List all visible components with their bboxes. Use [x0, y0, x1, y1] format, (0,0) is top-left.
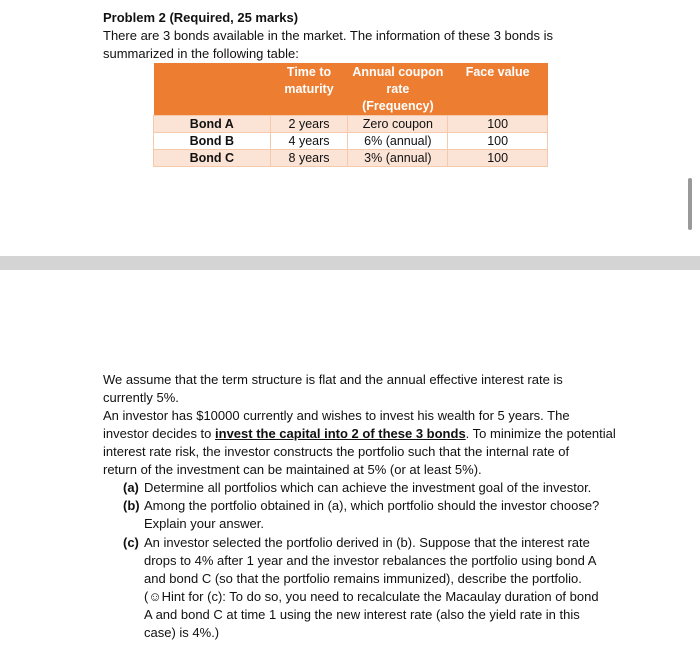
question-label: (b) [123, 498, 140, 513]
question-label: (c) [123, 535, 139, 550]
table-row [154, 116, 548, 133]
header-cell: Annual coupon rate (Frequency) [348, 63, 448, 116]
bond-name: Bond A [154, 116, 271, 133]
maturity: 2 years [270, 116, 348, 133]
emphasis: invest the capital into 2 of these 3 bonds [215, 426, 466, 441]
question-text: A and bond C at time 1 using the new interest rate (also the yield rate in this [144, 607, 580, 622]
table-row [154, 133, 548, 150]
maturity: 8 years [270, 150, 348, 167]
header-cell: Face value [448, 63, 548, 116]
bond-table [153, 63, 548, 167]
coupon: 6% (annual) [348, 133, 448, 150]
coupon: Zero coupon [348, 116, 448, 133]
question-text: An investor selected the portfolio derived in (b). Suppose that the interest rate [144, 535, 590, 550]
text: . To minimize the potential [465, 426, 616, 441]
question-text: drops to 4% after 1 year and the investor rebalances the portfolio using bond A [144, 553, 597, 568]
problem-title: Problem 2 (Required, 25 marks) [103, 10, 299, 25]
question-label: (a) [123, 480, 139, 495]
maturity: 4 years [270, 133, 348, 150]
question-text: Explain your answer. [144, 516, 264, 531]
intro-line: summarized in the following table: [103, 46, 299, 61]
scrollbar[interactable] [688, 178, 692, 230]
text: investor decides to [103, 426, 216, 441]
header-cell: Time to maturity [270, 63, 348, 116]
question-c [123, 534, 590, 552]
body-line: We assume that the term structure is flat and the annual effective interest rate is [103, 372, 563, 387]
body-line: return of the investment can be maintained at 5% (or at least 5%). [103, 462, 482, 477]
table-row [154, 150, 548, 167]
body-line [103, 425, 616, 443]
question-text: case) is 4%.) [144, 625, 220, 640]
bond-name: Bond B [154, 133, 271, 150]
question-text: (☺Hint for (c): To do so, you need to recalculate the Macaulay duration of bond [144, 589, 599, 604]
page-separator [0, 256, 700, 270]
face-value: 100 [448, 150, 548, 167]
question-b [123, 497, 599, 515]
coupon: 3% (annual) [348, 150, 448, 167]
question-text: and bond C (so that the portfolio remains immunized), describe the portfolio. [144, 571, 582, 586]
intro-line: There are 3 bonds available in the market. The information of these 3 bonds is [103, 28, 553, 43]
question-text: Among the portfolio obtained in (a), which portfolio should the investor choose? [144, 498, 600, 513]
header-cell [154, 63, 271, 116]
body-line: interest rate risk, the investor constructs the portfolio such that the internal rate of [103, 444, 570, 459]
question-a [123, 479, 591, 497]
face-value: 100 [448, 133, 548, 150]
bond-name: Bond C [154, 150, 271, 167]
face-value: 100 [448, 116, 548, 133]
table-header [154, 63, 548, 116]
page-1 [0, 0, 700, 256]
question-text: Determine all portfolios which can achieve the investment goal of the investor. [144, 480, 592, 495]
body-line: An investor has $10000 currently and wishes to invest his wealth for 5 years. The [103, 408, 570, 423]
body-line: currently 5%. [103, 390, 179, 405]
